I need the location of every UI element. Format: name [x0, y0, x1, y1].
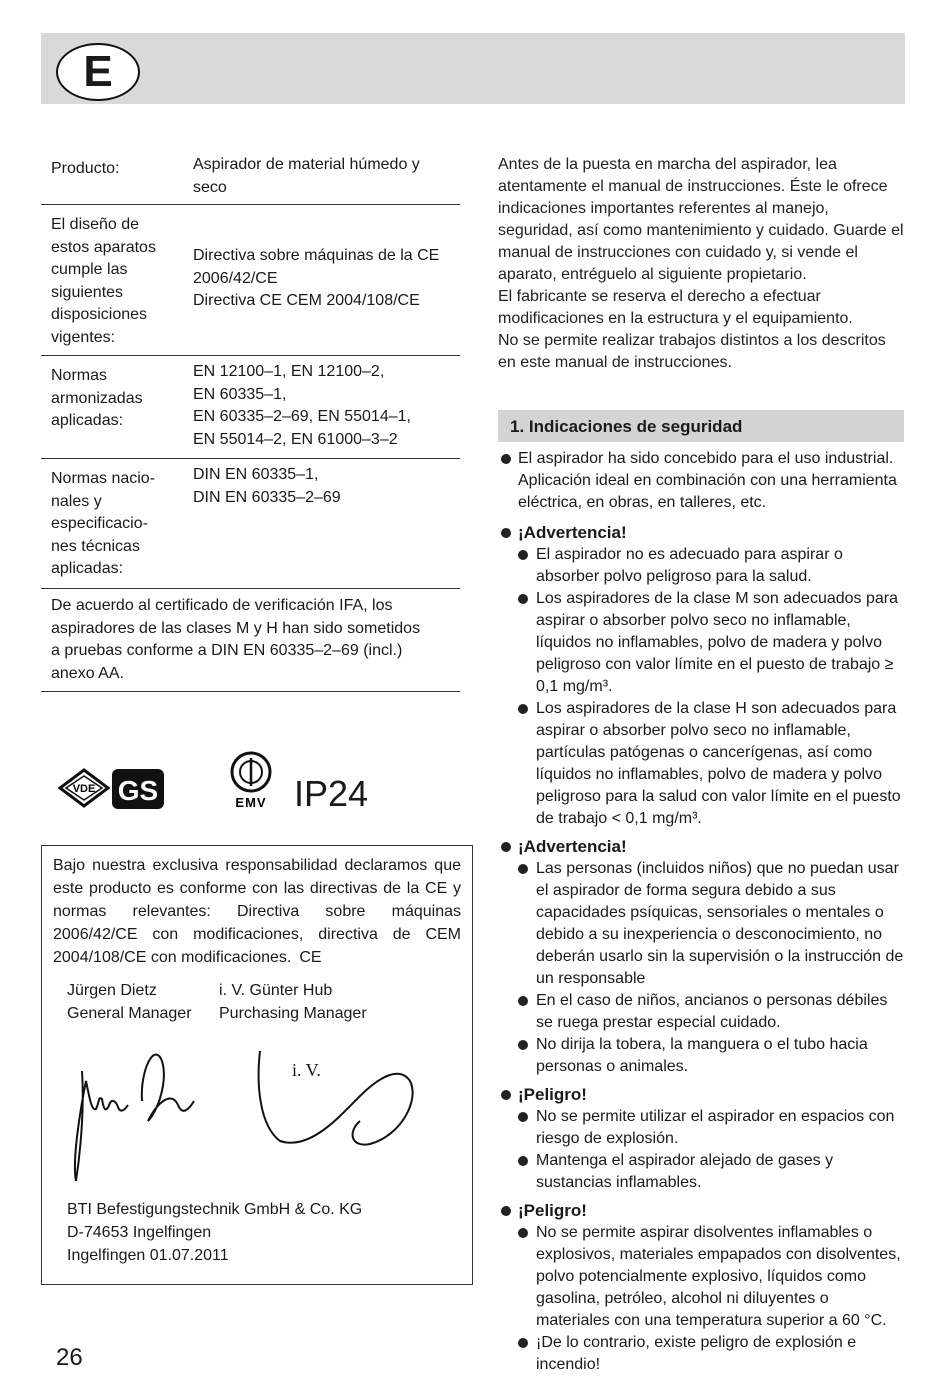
- emv-logo-text: EMV: [235, 795, 267, 810]
- declaration-box: [41, 845, 473, 1285]
- warning-heading: [498, 836, 904, 858]
- list-item: [498, 990, 904, 1034]
- list-item-text: No dirija la tobera, la manguera o el tubo hacia personas o animales.: [536, 1036, 868, 1075]
- spec-value-line: DIN EN 60335–1,: [193, 466, 319, 483]
- spec-label-line: Producto:: [51, 160, 120, 177]
- ip-rating: IP24: [294, 773, 369, 814]
- vde-logo-text: VDE: [72, 783, 96, 795]
- ce-mark: CE: [299, 949, 322, 966]
- spec-label-line: aplicadas:: [51, 412, 124, 429]
- danger-heading-text: ¡Peligro!: [518, 1085, 587, 1104]
- warning-heading-text: ¡Advertencia!: [518, 523, 627, 542]
- signer-1: [67, 979, 192, 1025]
- spec-label-line: vigentes:: [51, 328, 116, 346]
- svg-text:i. V.: i. V.: [292, 1060, 321, 1080]
- danger-heading: [498, 1200, 904, 1222]
- danger-heading-text: ¡Peligro!: [518, 1201, 587, 1220]
- list-item-text: No se permite utilizar el aspirador en espacios con riesgo de explosión.: [536, 1108, 895, 1147]
- spec-label-line: Normas: [51, 367, 108, 384]
- signature-1: [62, 1041, 202, 1191]
- spec-value-line: EN 60335–1,: [193, 385, 287, 403]
- spec-label-line: armonizadas: [51, 389, 143, 407]
- list-item-text: El aspirador ha sido concebido para el uso industrial. Aplicación ideal en combinación con una herramienta eléctrica, en obras, en talleres, etc.: [518, 450, 897, 511]
- company-address: D-74653 Ingelfingen: [67, 1224, 212, 1241]
- spec-value: [182, 459, 460, 588]
- declaration-text: [53, 854, 461, 969]
- spec-row-product: [41, 150, 460, 205]
- spec-value-line: EN 12100–1, EN 12100–2,: [193, 363, 385, 380]
- list-item: [498, 448, 904, 514]
- language-code: E: [83, 47, 113, 96]
- spec-label: [41, 356, 182, 458]
- list-item-text: En el caso de niños, ancianos o personas débiles se ruega prestar especial cuidado.: [536, 992, 888, 1031]
- spec-label-line: especificacio-: [51, 515, 148, 532]
- spec-label-line: nes técnicas: [51, 537, 140, 555]
- company-date: Ingelfingen 01.07.2011: [67, 1247, 229, 1264]
- vde-logo: [58, 768, 110, 808]
- list-item-text: El aspirador no es adecuado para aspirar o absorber polvo peligroso para la salud.: [536, 546, 843, 585]
- spec-value-line: Directiva sobre máquinas de la CE: [193, 247, 440, 264]
- spec-value-line: Directiva CE CEM 2004/108/CE: [193, 292, 420, 309]
- intro-paragraph: El fabricante se reserva el derecho a efectuar modificaciones en la estructura y el equipamiento.: [498, 288, 853, 327]
- certification-note: [41, 589, 460, 692]
- list-item: [498, 1034, 904, 1078]
- signer-1-title: General Manager: [67, 1005, 192, 1022]
- list-item-text: Los aspiradores de la clase M son adecuados para aspirar o absorber polvo seco no inflamable, líquidos no inflamables, polvo de madera y polvo peligroso con valor límite en el puesto de trabajo ≥ 0,1 mg/m³.: [536, 590, 898, 695]
- spec-value: [182, 150, 460, 204]
- signer-2-title: Purchasing Manager: [219, 1005, 367, 1022]
- spec-row-directives: [41, 205, 460, 356]
- declaration-body: Bajo nuestra exclusiva responsabilidad declaramos que este producto es conforme con las directivas de la CE y normas relevantes: Directiva sobre máquinas 2006/42/CE con modificaciones, directiva de CEM 2004/108/CE con modificaciones.: [53, 857, 461, 966]
- spec-label: [41, 459, 182, 588]
- vde-emv-logo: [221, 750, 281, 812]
- warning-heading-text: ¡Advertencia!: [518, 837, 627, 856]
- section-title: 1. Indicaciones de seguridad: [510, 417, 743, 436]
- list-item-text: ¡De lo contrario, existe peligro de explosión e incendio!: [536, 1334, 857, 1373]
- list-item-text: No se permite aspirar disolventes inflamables o explosivos, materiales empapados con disolventes, polvo potencialmente explosivo, líquidos como gasolina, petróleo, alcohol ni diluyentes o materiales con una temperatura superior a 60 °C.: [536, 1224, 901, 1329]
- spec-value-line: seco: [193, 178, 227, 196]
- page-number: 26: [56, 1344, 83, 1371]
- list-item: [498, 1222, 904, 1332]
- spec-table: [41, 150, 460, 692]
- spec-label-line: cumple las: [51, 261, 128, 278]
- list-item: [498, 1150, 904, 1194]
- safety-list: [498, 448, 904, 1376]
- cert-note-line: aspiradores de las clases M y H han sido sometidos: [51, 619, 421, 637]
- list-item-text: Las personas (incluidos niños) que no puedan usar el aspirador de forma segura debido a sus capacidades psíquicas, sensoriales o mentales o debido a su inexperiencia o desconocimiento, no deberán usarlo sin la supervisión o la instrucción de un responsable: [536, 860, 904, 987]
- spec-value-line: Aspirador de material húmedo y: [193, 156, 420, 173]
- list-item: [498, 544, 904, 588]
- list-item: [498, 858, 904, 990]
- spec-label-line: El diseño de: [51, 216, 140, 233]
- spec-label-line: estos aparatos: [51, 238, 156, 256]
- cert-note-line: a pruebas conforme a DIN EN 60335–2–69 (incl.): [51, 642, 403, 659]
- spec-label: [41, 150, 182, 204]
- spec-label-line: nales y: [51, 492, 102, 510]
- gs-logo: [111, 768, 165, 810]
- spec-row-harmonized: [41, 356, 460, 459]
- signer-1-name: Jürgen Dietz: [67, 982, 157, 999]
- list-item: [498, 698, 904, 830]
- spec-label-line: siguientes: [51, 283, 124, 301]
- cert-note-line: De acuerdo al certificado de verificación IFA, los: [51, 597, 393, 614]
- warning-heading: [498, 522, 904, 544]
- intro-paragraph: Antes de la puesta en marcha del aspirador, lea atentamente el manual de instrucciones. Éste le ofrece indicaciones importantes referentes al manejo, seguridad, así como mantenimiento y cuidado. Guarde el manual de instrucciones con cuidado y, si vende el aparato, entréguelo al siguiente propietario.: [498, 156, 904, 283]
- language-badge: [56, 43, 140, 101]
- list-item: [498, 1332, 904, 1376]
- intro-paragraph: No se permite realizar trabajos distintos a los descritos en este manual de instrucciones.: [498, 332, 886, 371]
- spec-row-national: [41, 459, 460, 589]
- list-item-text: Los aspiradores de la clase H son adecuados para aspirar o absorber polvo seco no inflamable, partículas patógenas o cancerígenas, así como líquidos no inflamables, polvo de madera y polvo peligroso para la salud con valor límite en el puesto de trabajo < 0,1 mg/m³.: [536, 700, 901, 827]
- spec-value-line: 2006/42/CE: [193, 269, 278, 287]
- signature-2: [250, 1046, 460, 1156]
- cert-note-line: anexo AA.: [51, 664, 124, 682]
- svg-text:GS: GS: [117, 775, 159, 806]
- list-item-text: Mantenga el aspirador alejado de gases y sustancias inflamables.: [536, 1152, 834, 1191]
- spec-label-line: aplicadas:: [51, 560, 124, 577]
- spec-value-line: DIN EN 60335–2–69: [193, 488, 341, 506]
- danger-heading: [498, 1084, 904, 1106]
- list-item: [498, 1106, 904, 1150]
- spec-value-line: EN 60335–2–69, EN 55014–1,: [193, 408, 411, 425]
- spec-value-line: EN 55014–2, EN 61000–3–2: [193, 430, 398, 448]
- signer-2: [219, 979, 367, 1025]
- spec-value: [182, 205, 460, 355]
- spec-label-line: disposiciones: [51, 306, 148, 323]
- list-item: [498, 588, 904, 698]
- spec-label-line: Normas nacio-: [51, 470, 156, 487]
- header-bar: [41, 33, 905, 104]
- company-name: BTI Befestigungstechnik GmbH & Co. KG: [67, 1201, 363, 1218]
- signer-2-name: i. V. Günter Hub: [219, 982, 333, 999]
- spec-value: [182, 356, 460, 458]
- intro-text: [498, 154, 904, 374]
- spec-label: [41, 205, 182, 355]
- company-block: [67, 1198, 362, 1267]
